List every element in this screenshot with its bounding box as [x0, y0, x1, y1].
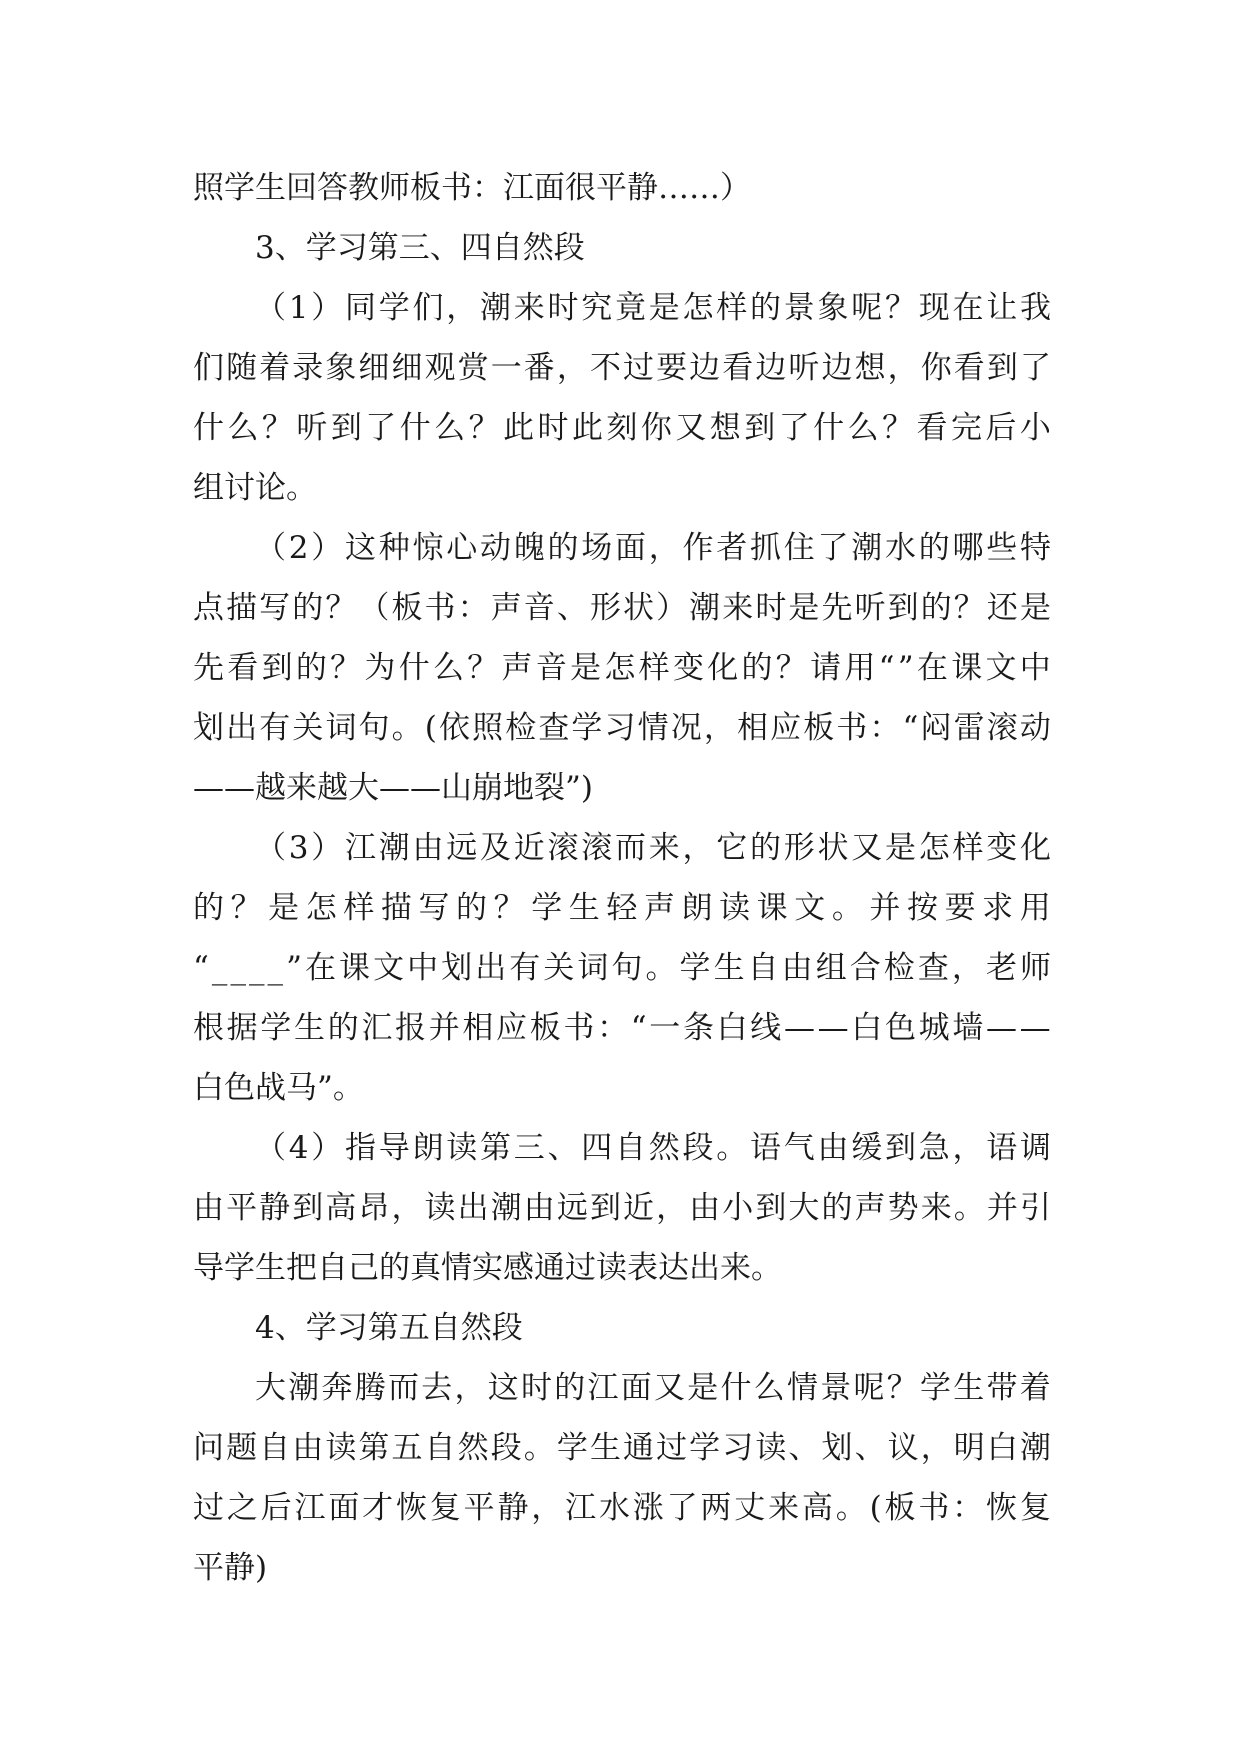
text-line: 们 随 着 录 象 细 细 观 赏 一 番 ， 不 过 要 边 看 边 听 边 想 ， 你 看 到 了 [193, 350, 1051, 386]
text-line: （ 2 ） 这 种 惊 心 动 魄 的 场 面 ， 作 者 抓 住 了 潮 水 的 哪 些 特 [255, 530, 1051, 566]
document-page [193, 158, 1051, 1598]
text-line: 划 出 有 关 词 句 。 ( 依 照 检 查 学 习 情 况 ， 相 应 板 书 ： “ 闷 雷 滚 动 [193, 710, 1051, 746]
text-line: 大 潮 奔 腾 而 去 ， 这 时 的 江 面 又 是 什 么 情 景 呢 ？ 学 生 带 着 [255, 1370, 1051, 1406]
text-line: 平静) [193, 1550, 268, 1586]
text-line: 根 据 学 生 的 汇 报 并 相 应 板 书 ： “ 一 条 白 线 — — 白 色 城 墙 — — [193, 1010, 1051, 1046]
text-line: 照学生回答教师板书：江面很平静……） [193, 170, 751, 206]
text-line: 问 题 自 由 读 第 五 自 然 段 。 学 生 通 过 学 习 读 、 划 、 议 ， 明 白 潮 [193, 1430, 1051, 1466]
text-line: 先 看 到 的 ？ 为 什 么 ？ 声 音 是 怎 样 变 化 的 ？ 请 用 “ ” 在 课 文 中 [193, 650, 1051, 686]
text-line: （ 1 ） 同 学 们 ， 潮 来 时 究 竟 是 怎 样 的 景 象 呢 ？ 现 在 让 我 [255, 290, 1051, 326]
section-heading: 3、学习第三、四自然段 [255, 230, 585, 266]
text-line: （ 3 ） 江 潮 由 远 及 近 滚 滚 而 来 ， 它 的 形 状 又 是 怎 样 变 化 [255, 830, 1051, 866]
text-line: 的 ？ 是 怎 样 描 写 的 ？ 学 生 轻 声 朗 读 课 文 。 并 按 要 求 用 [193, 890, 1051, 926]
text-line: 过 之 后 江 面 才 恢 复 平 静 ， 江 水 涨 了 两 丈 来 高 。 ( 板 书 ： 恢 复 [193, 1490, 1051, 1526]
text-line: 由 平 静 到 高 昂 ， 读 出 潮 由 远 到 近 ， 由 小 到 大 的 声 势 来 。 并 引 [193, 1190, 1051, 1226]
text-line: （ 4 ） 指 导 朗 读 第 三 、 四 自 然 段 。 语 气 由 缓 到 急 ， 语 调 [255, 1130, 1051, 1166]
section-heading: 4、学习第五自然段 [255, 1310, 523, 1346]
text-line: 什 么 ？ 听 到 了 什 么 ？ 此 时 此 刻 你 又 想 到 了 什 么 ？ 看 完 后 小 [193, 410, 1051, 446]
text-line: 点 描 写 的 ？ （ 板 书 ： 声 音 、 形 状 ） 潮 来 时 是 先 听 到 的 ？ 还 是 [193, 590, 1051, 626]
text-line: 导学生把自己的真情实感通过读表达出来。 [193, 1250, 782, 1286]
text-line: “ _ _ _ _ ” 在 课 文 中 划 出 有 关 词 句 。 学 生 自 由 组 合 检 查 ， 老 师 [193, 950, 1051, 986]
text-line: 白色战马”。 [193, 1070, 364, 1106]
text-line: ——越来越大——山崩地裂”) [193, 770, 593, 806]
text-line: 组讨论。 [193, 470, 317, 506]
